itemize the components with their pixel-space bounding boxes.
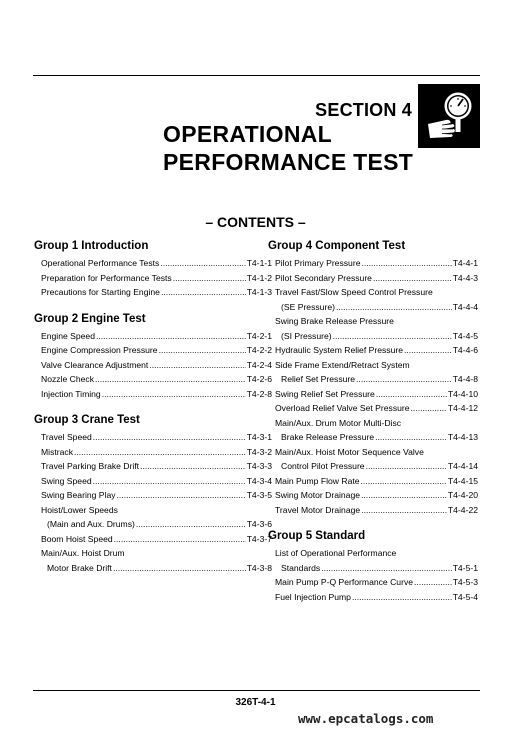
toc-entry-label: Fuel Injection Pump (275, 591, 351, 602)
toc-entry[interactable] (268, 503, 478, 518)
toc-entry-page: T4-4-13 (447, 432, 478, 442)
toc-entry[interactable] (34, 271, 272, 286)
toc-entry[interactable] (34, 387, 272, 402)
toc-entry[interactable] (34, 459, 272, 474)
toc-entry-label: (SE Pressure) (281, 301, 335, 312)
leader-dots (333, 329, 452, 344)
toc-entry-label-line: Main/Aux. Hoist Motor Sequence Valve (275, 446, 424, 457)
toc-entry-label: Boom Hoist Speed (41, 533, 113, 544)
toc-entry-label: Pilot Secondary Pressure (275, 272, 372, 283)
toc-entry-label-line: Main/Aux. Drum Motor Multi-Disc (275, 417, 402, 428)
toc-entry-label: Injection Timing (41, 388, 101, 399)
toc-entry[interactable] (34, 256, 272, 271)
toc-entry-page: T4-3-2 (246, 446, 272, 457)
toc-entry-page: T4-4-15 (447, 475, 478, 486)
leader-dots (93, 474, 246, 489)
toc-group-title: Group 1 Introduction (34, 240, 149, 252)
toc-entry[interactable] (268, 488, 478, 503)
toc-entry-label: Nozzle Check (41, 374, 95, 384)
leader-dots (361, 488, 447, 503)
leader-dots (321, 561, 452, 576)
page-number: 326T-4-1 (235, 697, 276, 708)
leader-dots (93, 430, 246, 445)
toc-entry[interactable] (34, 358, 272, 373)
toc-entry-label-line: List of Operational Performance (275, 548, 397, 558)
toc-entry-page: T4-4-8 (452, 374, 478, 384)
toc-entry-label: Standards (281, 562, 321, 573)
toc-entry[interactable] (268, 271, 478, 286)
toc-entry-page: T4-4-4 (452, 301, 478, 312)
toc-entry-label: Mistrack (41, 446, 73, 457)
toc-entry-label: Swing Motor Drainage (275, 490, 361, 500)
toc-entry[interactable] (268, 430, 478, 445)
toc-entry[interactable] (34, 488, 272, 503)
toc-entry-label-line: Main/Aux. Hoist Drum (41, 548, 125, 558)
toc-entry-page: T4-4-10 (447, 388, 478, 399)
toc-left-column (34, 239, 272, 587)
toc-entry[interactable] (34, 532, 272, 547)
leader-dots (361, 503, 447, 518)
toc-entry-page: T4-5-1 (452, 562, 478, 573)
toc-entry-label: (Main and Aux. Drums) (47, 519, 135, 529)
toc-entry-page: T4-3-3 (246, 461, 272, 471)
toc-group-title: Group 5 Standard (268, 530, 366, 542)
leader-dots (414, 575, 452, 590)
leader-dots (336, 300, 452, 315)
toc-entry-label-line: Swing Brake Release Pressure (275, 316, 394, 326)
contents-heading: – CONTENTS – (205, 214, 306, 230)
leader-dots (160, 256, 245, 271)
toc-entry-page: T4-2-4 (246, 359, 272, 370)
toc-entry[interactable] (268, 372, 478, 387)
toc-entry-page: T4-3-7 (246, 533, 272, 544)
toc-entry[interactable] (268, 474, 478, 489)
toc-entry-page: T4-3-8 (246, 562, 272, 573)
toc-entry-page: T4-2-2 (246, 345, 272, 355)
toc-entry-page: T4-4-3 (452, 272, 478, 283)
toc-entry-label-line: Travel Fast/Slow Speed Control Pressure (275, 287, 433, 297)
toc-group (268, 239, 478, 517)
toc-entry-page: T4-5-4 (452, 591, 478, 602)
toc-entry-page: T4-3-5 (246, 490, 272, 500)
page-title (163, 120, 413, 176)
toc-entry-label: Precautions for Starting Engine (41, 287, 160, 297)
toc-entry-label: Control Pilot Pressure (281, 461, 365, 471)
title-line-1: OPERATIONAL (163, 121, 332, 147)
leader-dots (140, 459, 246, 474)
leader-dots (361, 474, 447, 489)
toc-entry[interactable] (268, 256, 478, 271)
toc-entry-label: Engine Compression Pressure (41, 345, 158, 355)
leader-dots (102, 387, 246, 402)
leader-dots (173, 271, 246, 286)
toc-entry-page: T4-2-6 (246, 374, 272, 384)
toc-entry-label: Swing Relief Set Pressure (275, 388, 375, 399)
leader-dots (361, 256, 451, 271)
leader-dots (74, 445, 246, 460)
leader-dots (411, 401, 447, 416)
toc-group (34, 413, 272, 575)
toc-entry-page: T4-2-1 (246, 330, 272, 341)
leader-dots (117, 488, 246, 503)
toc-entry-page: T4-1-2 (246, 272, 272, 283)
leader-dots (159, 343, 246, 358)
toc-entry-label: Travel Speed (41, 432, 92, 442)
toc-entry[interactable] (34, 561, 272, 576)
toc-entry-page: T4-4-22 (447, 504, 478, 515)
toc-entry[interactable] (268, 561, 478, 576)
toc-entry-page: T4-4-5 (452, 330, 478, 341)
hand-pressure-gauge-icon (418, 84, 480, 148)
toc-entry-page: T4-4-12 (447, 403, 478, 413)
toc-entry[interactable] (268, 401, 478, 416)
toc-entry-page: T4-4-20 (447, 490, 478, 500)
leader-dots (375, 430, 447, 445)
toc-entry-label: Overload Relief Valve Set Pressure (275, 403, 410, 413)
toc-entry-label: Brake Release Pressure (281, 432, 375, 442)
leader-dots (113, 561, 246, 576)
title-line-2: PERFORMANCE TEST (163, 149, 414, 175)
leader-dots (161, 285, 246, 300)
toc-entry-label: Relief Set Pressure (281, 374, 356, 384)
toc-entry-page: T4-3-4 (246, 475, 272, 486)
toc-entry-label: Main Pump Flow Rate (275, 475, 360, 486)
toc-entry[interactable] (34, 372, 272, 387)
leader-dots (356, 372, 452, 387)
toc-entry-label: Hydraulic System Relief Pressure (275, 345, 403, 355)
toc-entry-label: Swing Speed (41, 475, 92, 486)
section-label: SECTION 4 (315, 100, 412, 120)
toc-entry[interactable] (268, 590, 478, 605)
toc-entry-page: T4-3-1 (246, 432, 272, 442)
top-rule (33, 75, 480, 76)
toc-entry-label: Travel Motor Drainage (275, 504, 361, 515)
toc-entry[interactable] (34, 445, 272, 460)
toc-entry[interactable] (34, 329, 272, 344)
toc-entry-label: Motor Brake Drift (47, 562, 112, 573)
toc-entry-page: T4-2-8 (246, 388, 272, 399)
toc-entry-label: Pilot Primary Pressure (275, 258, 361, 268)
toc-group (34, 239, 272, 300)
toc-group-title: Group 3 Crane Test (34, 414, 140, 426)
toc-entry[interactable] (34, 474, 272, 489)
toc-entry-label: Swing Bearing Play (41, 490, 116, 500)
toc-group (268, 529, 478, 604)
toc-entry[interactable] (34, 343, 272, 358)
toc-entry-page: T4-3-6 (246, 519, 272, 529)
toc-entry[interactable] (268, 459, 478, 474)
toc-group-title: Group 4 Component Test (268, 240, 406, 252)
toc-entry[interactable] (34, 517, 272, 532)
leader-dots (366, 459, 447, 474)
toc-entry-page: T4-4-1 (452, 258, 478, 268)
watermark: www.epcatalogs.com (298, 711, 434, 726)
toc-entry-label: Main Pump P-Q Performance Curve (275, 577, 414, 587)
toc-entry[interactable] (268, 387, 478, 402)
toc-entry[interactable] (268, 300, 478, 315)
toc-entry-label-line: Side Frame Extend/Retract System (275, 359, 410, 370)
toc-right-column (268, 239, 478, 616)
leader-dots (95, 372, 246, 387)
toc-entry-page: T4-1-1 (246, 258, 272, 268)
leader-dots (96, 329, 246, 344)
toc-group (34, 312, 272, 402)
toc-group-title: Group 2 Engine Test (34, 312, 146, 325)
toc-entry[interactable] (268, 575, 478, 590)
leader-dots (404, 343, 452, 358)
toc-entry-page: T4-4-14 (447, 461, 478, 471)
toc-entry-label-line: Hoist/Lower Speeds (41, 504, 118, 515)
toc-entry-label: Engine Speed (41, 330, 95, 341)
toc-entry[interactable] (268, 343, 478, 358)
toc-entry[interactable] (268, 329, 478, 344)
leader-dots (376, 387, 447, 402)
leader-dots (114, 532, 246, 547)
toc-entry-label: Travel Parking Brake Drift (41, 461, 140, 471)
toc-entry-page: T4-4-6 (452, 345, 478, 355)
toc-entry-label: Valve Clearance Adjustment (41, 359, 149, 370)
leader-dots (352, 590, 452, 605)
toc-entry-label: (SI Pressure) (281, 330, 332, 341)
toc-entry-page: T4-1-3 (246, 287, 272, 297)
toc-entry-label: Preparation for Performance Tests (41, 272, 172, 283)
toc-entry[interactable] (34, 285, 272, 300)
toc-entry[interactable] (34, 430, 272, 445)
toc-entry-page: T4-5-3 (452, 577, 478, 587)
bottom-rule (33, 690, 480, 691)
leader-dots (149, 358, 245, 373)
leader-dots (373, 271, 452, 286)
toc-entry-label: Operational Performance Tests (41, 258, 160, 268)
leader-dots (136, 517, 246, 532)
